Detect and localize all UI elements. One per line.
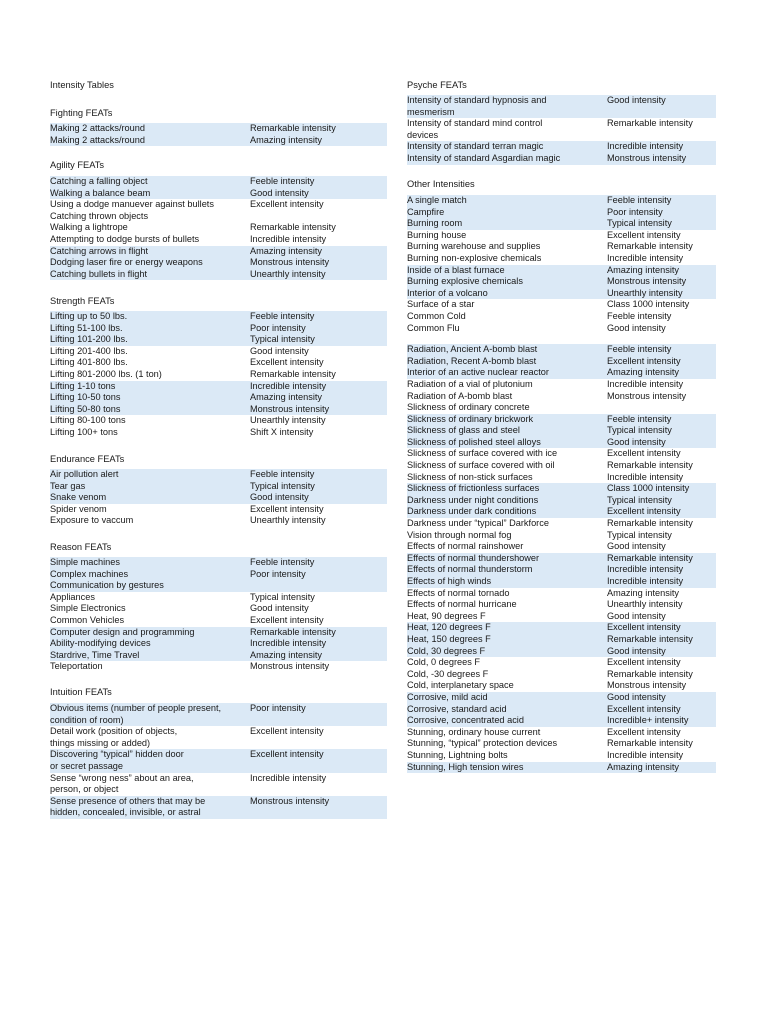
section-title-fighting: Fighting FEATs — [50, 108, 113, 118]
document-title: Intensity Tables — [50, 80, 114, 90]
table-row — [407, 425, 716, 437]
intensity-value: Unearthly intensity — [607, 287, 683, 298]
intensity-value: Good intensity — [607, 436, 666, 447]
feat-description: Simple Electronics — [50, 603, 126, 614]
intensity-value: Monstrous intensity — [250, 661, 330, 672]
intensity-value: Good intensity — [250, 603, 309, 614]
table-row — [407, 118, 716, 141]
feat-description: Burning warehouse and supplies — [407, 241, 541, 252]
feat-description: Lifting 10-50 tons — [50, 392, 121, 403]
intensity-value: Good intensity — [250, 492, 309, 503]
feat-description: Walking a balance beam — [50, 187, 151, 198]
table-row — [407, 564, 716, 576]
intensity-value: Monstrous intensity — [607, 152, 687, 163]
feat-description: A single match — [407, 195, 467, 205]
feat-description: Interior of an active nuclear reactor — [407, 367, 549, 378]
feat-description: Computer design and programming — [50, 626, 195, 637]
intensity-value: Monstrous intensity — [250, 257, 330, 268]
table-psyche — [407, 95, 716, 165]
intensity-value: Remarkable intensity — [607, 460, 693, 471]
table-row — [407, 414, 716, 426]
table-row — [407, 323, 716, 335]
feat-description: Complex machines Communication by gestures — [50, 568, 164, 591]
intensity-value: Excellent intensity — [607, 355, 681, 366]
table-row — [407, 391, 716, 403]
table-row — [407, 241, 716, 253]
table-row — [50, 661, 387, 673]
table-row — [407, 153, 716, 165]
table-row — [50, 346, 387, 358]
feat-description: Lifting 100+ tons — [50, 426, 118, 437]
feat-description: Corrosive, concentrated acid — [407, 715, 524, 726]
intensity-value: Incredible intensity — [250, 380, 327, 391]
table-row — [407, 634, 716, 646]
intensity-value: Monstrous intensity — [607, 680, 687, 691]
feat-description: Interior of a volcano — [407, 287, 488, 298]
table-row — [50, 796, 387, 819]
table-row — [407, 506, 716, 518]
table-row — [50, 311, 387, 323]
intensity-value: Monstrous intensity — [250, 795, 330, 806]
intensity-value: Incredible intensity — [250, 772, 327, 783]
intensity-value: Good intensity — [607, 610, 666, 621]
section-title-reason: Reason FEATs — [50, 542, 112, 552]
feat-description: Corrosive, mild acid — [407, 691, 488, 702]
feat-description: Lifting 801-2000 lbs. (1 ton) — [50, 368, 162, 379]
intensity-value: Good intensity — [250, 187, 309, 198]
intensity-value: Class 1000 intensity — [607, 299, 690, 310]
feat-description: Cold, 30 degrees F — [407, 645, 486, 656]
feat-description: Slickness of ordinary concrete — [407, 402, 530, 413]
intensity-value: Amazing intensity — [250, 649, 323, 660]
table-row — [50, 592, 387, 604]
feat-description: Slickness of frictionless surfaces — [407, 483, 540, 494]
feat-description: Heat, 120 degrees F — [407, 622, 491, 633]
table-row — [407, 253, 716, 265]
intensity-value: Typical intensity — [607, 494, 672, 505]
intensity-value: Good intensity — [250, 345, 309, 356]
table-row — [407, 288, 716, 300]
table-row — [407, 356, 716, 368]
intensity-value: Unearthly intensity — [607, 599, 683, 610]
feat-description: Dodging laser fire or energy weapons — [50, 257, 203, 268]
intensity-value: Feeble intensity — [607, 344, 672, 355]
intensity-value: Amazing intensity — [607, 367, 680, 378]
table-row — [407, 448, 716, 460]
table-row — [407, 704, 716, 716]
table-row — [407, 588, 716, 600]
intensity-value: Good intensity — [607, 541, 666, 552]
intensity-value: Remarkable intensity — [607, 738, 693, 749]
feat-description: Exposure to vaccum — [50, 515, 134, 526]
feat-description: Effects of normal rainshower — [407, 541, 524, 552]
table-row — [50, 481, 387, 493]
feat-description: Stunning, Lightning bolts — [407, 749, 508, 760]
table-row — [50, 404, 387, 416]
feat-description: Stunning, “typical” protection devices — [407, 738, 558, 749]
feat-description: Using a dodge manuever against bullets — [50, 199, 214, 210]
intensity-value: Incredible intensity — [607, 141, 684, 152]
intensity-value: Unearthly intensity — [250, 515, 326, 526]
table-fighting — [50, 123, 387, 146]
table-row — [50, 188, 387, 200]
section-title-psyche: Psyche FEATs — [407, 80, 467, 90]
feat-description: Sense “wrong ness” about an area, person, or object — [50, 772, 194, 795]
table-row — [407, 276, 716, 288]
feat-description: Slickness of non-stick surfaces — [407, 471, 533, 482]
table-row — [407, 715, 716, 727]
table-row — [407, 657, 716, 669]
intensity-value: Remarkable intensity — [607, 518, 693, 529]
intensity-value: Incredible intensity — [607, 564, 684, 575]
table-row — [50, 492, 387, 504]
feat-description: Slickness of surface covered with oil — [407, 460, 555, 471]
intensity-value: Feeble intensity — [250, 311, 315, 321]
feat-description: Making 2 attacks/round — [50, 134, 145, 145]
table-row — [407, 646, 716, 658]
intensity-value: Typical intensity — [607, 218, 672, 229]
feat-description: Intensity of standard terran magic — [407, 141, 544, 152]
intensity-value: Poor intensity — [607, 206, 663, 217]
feat-description: Lifting 1-10 tons — [50, 380, 116, 391]
table-row — [407, 344, 716, 356]
intensity-value: Feeble intensity — [250, 176, 315, 186]
intensity-value: Typical intensity — [607, 425, 672, 436]
feat-description: Effects of normal hurricane — [407, 599, 517, 610]
table-row — [50, 703, 387, 726]
feat-description: Slickness of glass and steel — [407, 425, 520, 436]
table-row — [407, 460, 716, 472]
feat-description: Inside of a blast furnace — [407, 264, 505, 275]
intensity-value: Class 1000 intensity — [607, 483, 690, 494]
intensity-value: Shift X intensity — [250, 426, 314, 437]
table-row — [50, 369, 387, 381]
intensity-value: Remarkable intensity — [250, 222, 336, 233]
feat-description: Common Flu — [407, 322, 460, 333]
intensity-value: Feeble intensity — [607, 195, 672, 205]
intensity-value: Amazing intensity — [607, 587, 680, 598]
intensity-value: Incredible intensity — [250, 638, 327, 649]
feat-description: Snake venom — [50, 492, 107, 503]
feat-description: Air pollution alert — [50, 469, 119, 479]
feat-description: Appliances — [50, 591, 95, 602]
intensity-value: Incredible intensity — [250, 233, 327, 244]
section-title-other: Other Intensities — [407, 179, 475, 189]
table-row — [50, 357, 387, 369]
table-row — [50, 234, 387, 246]
table-row — [407, 141, 716, 153]
intensity-value: Good intensity — [607, 691, 666, 702]
feat-description: Discovering “typical” hidden door or secret passage — [50, 749, 184, 771]
feat-description: Tear gas — [50, 480, 86, 491]
table-row — [407, 599, 716, 611]
feat-description: Simple machines — [50, 557, 120, 567]
table-row — [407, 265, 716, 277]
table-row — [407, 311, 716, 323]
feat-description: Catching a falling object — [50, 176, 148, 186]
intensity-value: Good intensity — [607, 322, 666, 333]
table-row — [50, 557, 387, 569]
intensity-value: Good intensity — [607, 95, 666, 105]
table-row — [407, 299, 716, 311]
intensity-value: Excellent intensity — [250, 199, 324, 210]
intensity-value: Good intensity — [607, 645, 666, 656]
table-row — [407, 207, 716, 219]
feat-description: Stardrive, Time Travel — [50, 649, 140, 660]
feat-description: Effects of normal thundershower — [407, 552, 540, 563]
table-row — [407, 611, 716, 623]
table-row — [50, 392, 387, 404]
feat-description: Darkness under dark conditions — [407, 506, 537, 517]
feat-description: Spider venom — [50, 503, 107, 514]
feat-description: Intensity of standard Asgardian magic — [407, 152, 561, 163]
intensity-value: Excellent intensity — [607, 229, 681, 240]
intensity-value: Excellent intensity — [250, 749, 324, 760]
table-row — [50, 334, 387, 346]
table-row — [407, 727, 716, 739]
intensity-value: Incredible intensity — [607, 252, 684, 263]
intensity-value: Amazing intensity — [607, 264, 680, 275]
feat-description: Lifting 101-200 lbs. — [50, 334, 128, 345]
feat-description: Slickness of ordinary brickwork — [407, 413, 534, 424]
feat-description: Burning non-explosive chemicals — [407, 252, 542, 263]
table-row — [50, 650, 387, 662]
intensity-value: Excellent intensity — [607, 448, 681, 459]
feat-description: Cold, 0 degrees F — [407, 657, 481, 668]
intensity-value: Excellent intensity — [607, 703, 681, 714]
table-row — [407, 530, 716, 542]
intensity-value: Excellent intensity — [607, 657, 681, 668]
feat-description: Radiation of A-bomb blast — [407, 390, 513, 401]
feat-description: Lifting 50-80 tons — [50, 403, 121, 414]
feat-description: Cold, interplanetary space — [407, 680, 514, 691]
table-endurance — [50, 469, 387, 527]
table-row — [407, 367, 716, 379]
feat-description: Radiation, Recent A-bomb blast — [407, 355, 537, 366]
intensity-value: Incredible intensity — [607, 749, 684, 760]
table-row — [407, 230, 716, 242]
intensity-value: Typical intensity — [250, 480, 315, 491]
intensity-value: Remarkable intensity — [250, 123, 336, 133]
intensity-value: Excellent intensity — [250, 357, 324, 368]
table-strength — [50, 311, 387, 439]
feat-description: Stunning, ordinary house current — [407, 726, 541, 737]
section-title-agility: Agility FEATs — [50, 160, 105, 170]
table-row — [50, 615, 387, 627]
feat-description: Lifting 401-800 lbs. — [50, 357, 128, 368]
section-title-endurance: Endurance FEATs — [50, 454, 125, 464]
feat-description: Campfire — [407, 206, 445, 217]
feat-description: Heat, 90 degrees F — [407, 610, 486, 621]
table-row — [50, 257, 387, 269]
table-row — [50, 773, 387, 796]
feat-description: Surface of a star — [407, 299, 475, 310]
feat-description: Lifting 201-400 lbs. — [50, 345, 128, 356]
intensity-value: Remarkable intensity — [607, 668, 693, 679]
table-row — [50, 638, 387, 650]
intensity-value: Remarkable intensity — [250, 368, 336, 379]
intensity-value: Incredible intensity — [607, 576, 684, 586]
feat-description: Lifting up to 50 lbs. — [50, 311, 128, 321]
intensity-value: Monstrous intensity — [607, 390, 687, 401]
table-row — [50, 427, 387, 439]
table-row — [50, 222, 387, 234]
feat-description: Burning explosive chemicals — [407, 276, 523, 287]
table-row — [50, 469, 387, 481]
feat-description: Making 2 attacks/round — [50, 123, 145, 133]
table-row — [407, 195, 716, 207]
feat-description: Effects of normal thunderstorm — [407, 564, 533, 575]
feat-description: Radiation of a vial of plutonium — [407, 378, 533, 389]
feat-description: Catching bullets in flight — [50, 268, 148, 279]
table-row — [50, 123, 387, 135]
intensity-value: Remarkable intensity — [607, 552, 693, 563]
feat-description: Catching arrows in flight — [50, 245, 149, 256]
intensity-value: Unearthly intensity — [250, 268, 326, 279]
table-row — [50, 569, 387, 592]
intensity-value: Amazing intensity — [250, 134, 323, 145]
feat-description: Ability-modifying devices — [50, 638, 151, 649]
intensity-value: Poor intensity — [250, 322, 306, 333]
feat-description: Radiation, Ancient A-bomb blast — [407, 344, 538, 355]
table-row — [407, 762, 716, 774]
table-row — [50, 415, 387, 427]
intensity-value: Amazing intensity — [250, 392, 323, 403]
table-row — [407, 553, 716, 565]
table-row — [50, 381, 387, 393]
intensity-value: Typical intensity — [250, 591, 315, 602]
intensity-value: Remarkable intensity — [607, 633, 693, 644]
table-other — [407, 195, 716, 773]
intensity-value: Typical intensity — [250, 334, 315, 345]
feat-description: Vision through normal fog — [407, 529, 512, 540]
intensity-value: Poor intensity — [250, 703, 306, 713]
table-row — [50, 603, 387, 615]
feat-description: Sense presence of others that may be hidden, concealed, invisible, or astral — [50, 795, 206, 818]
table-row — [50, 211, 387, 223]
table-row — [407, 750, 716, 762]
feat-description: Stunning, High tension wires — [407, 761, 524, 772]
table-row — [407, 437, 716, 449]
feat-description: Common Vehicles — [50, 614, 125, 625]
feat-description: Heat, 150 degrees F — [407, 633, 491, 644]
table-row — [407, 622, 716, 634]
feat-description: Slickness of surface covered with ice — [407, 448, 558, 459]
table-row — [407, 541, 716, 553]
feat-description: Teleportation — [50, 661, 103, 672]
section-title-intuition: Intuition FEATs — [50, 687, 112, 697]
table-row — [407, 379, 716, 391]
table-row — [50, 749, 387, 772]
intensity-value: Incredible+ intensity — [607, 715, 689, 726]
intensity-value: Remarkable intensity — [607, 241, 693, 252]
table-row — [50, 199, 387, 211]
intensity-value: Excellent intensity — [607, 622, 681, 633]
table-row — [50, 726, 387, 749]
intensity-value: Incredible intensity — [607, 471, 684, 482]
table-row — [50, 515, 387, 527]
table-row — [407, 692, 716, 704]
intensity-value: Excellent intensity — [250, 726, 324, 737]
intensity-value: Monstrous intensity — [607, 276, 687, 287]
feat-description: Lifting 80-100 tons — [50, 415, 126, 426]
table-row — [50, 246, 387, 258]
intensity-value: Remarkable intensity — [607, 118, 693, 129]
intensity-value: Poor intensity — [250, 568, 306, 579]
feat-description: Darkness under “typical” Darkforce — [407, 518, 549, 529]
feat-description: Cold, -30 degrees F — [407, 668, 489, 679]
table-row — [407, 95, 716, 118]
feat-description: Detail work (position of objects, things missing or added) — [50, 726, 178, 748]
intensity-value: Excellent intensity — [250, 614, 324, 625]
table-row — [407, 495, 716, 507]
feat-description: Darkness under night conditions — [407, 494, 539, 505]
intensity-value: Amazing intensity — [607, 761, 680, 772]
feat-description: Intensity of standard hypnosis and mesmerism — [407, 95, 547, 117]
intensity-value: Feeble intensity — [250, 557, 315, 567]
table-row — [407, 402, 716, 414]
table-row — [407, 669, 716, 681]
table-row — [50, 135, 387, 147]
intensity-value: Feeble intensity — [607, 310, 672, 321]
feat-description: Catching thrown objects — [50, 210, 149, 221]
table-row — [407, 218, 716, 230]
feat-description: Intensity of standard mind control devices — [407, 118, 543, 140]
feat-description: Slickness of polished steel alloys — [407, 436, 541, 447]
feat-description: Attempting to dodge bursts of bullets — [50, 233, 200, 244]
section-title-strength: Strength FEATs — [50, 296, 115, 306]
intensity-value: Typical intensity — [607, 529, 672, 540]
table-row — [407, 334, 716, 344]
intensity-value: Feeble intensity — [250, 469, 315, 479]
intensity-value: Excellent intensity — [250, 503, 324, 514]
table-row — [50, 504, 387, 516]
table-row — [407, 483, 716, 495]
table-agility — [50, 176, 387, 280]
feat-description: Burning house — [407, 229, 467, 240]
feat-description: Obvious items (number of people present, condition of room) — [50, 703, 222, 725]
feat-description: Walking a lightrope — [50, 222, 128, 233]
table-row — [407, 738, 716, 750]
table-row — [50, 269, 387, 281]
intensity-value: Amazing intensity — [250, 245, 323, 256]
intensity-value: Feeble intensity — [607, 413, 672, 424]
feat-description: Effects of high winds — [407, 576, 492, 586]
intensity-value: Monstrous intensity — [250, 403, 330, 414]
intensity-value: Unearthly intensity — [250, 415, 326, 426]
table-row — [407, 518, 716, 530]
feat-description: Effects of normal tornado — [407, 587, 510, 598]
table-intuition — [50, 703, 387, 819]
feat-description: Burning room — [407, 218, 463, 229]
table-row — [50, 176, 387, 188]
intensity-value: Incredible intensity — [607, 378, 684, 389]
intensity-value: Remarkable intensity — [250, 626, 336, 637]
table-row — [50, 323, 387, 335]
table-row — [407, 472, 716, 484]
intensity-value: Excellent intensity — [607, 506, 681, 517]
table-row — [407, 576, 716, 588]
table-reason — [50, 557, 387, 673]
intensity-value: Excellent intensity — [607, 726, 681, 737]
feat-description: Common Cold — [407, 310, 466, 321]
table-row — [407, 680, 716, 692]
feat-description: Corrosive, standard acid — [407, 703, 507, 714]
feat-description: Lifting 51-100 lbs. — [50, 322, 123, 333]
table-row — [50, 627, 387, 639]
